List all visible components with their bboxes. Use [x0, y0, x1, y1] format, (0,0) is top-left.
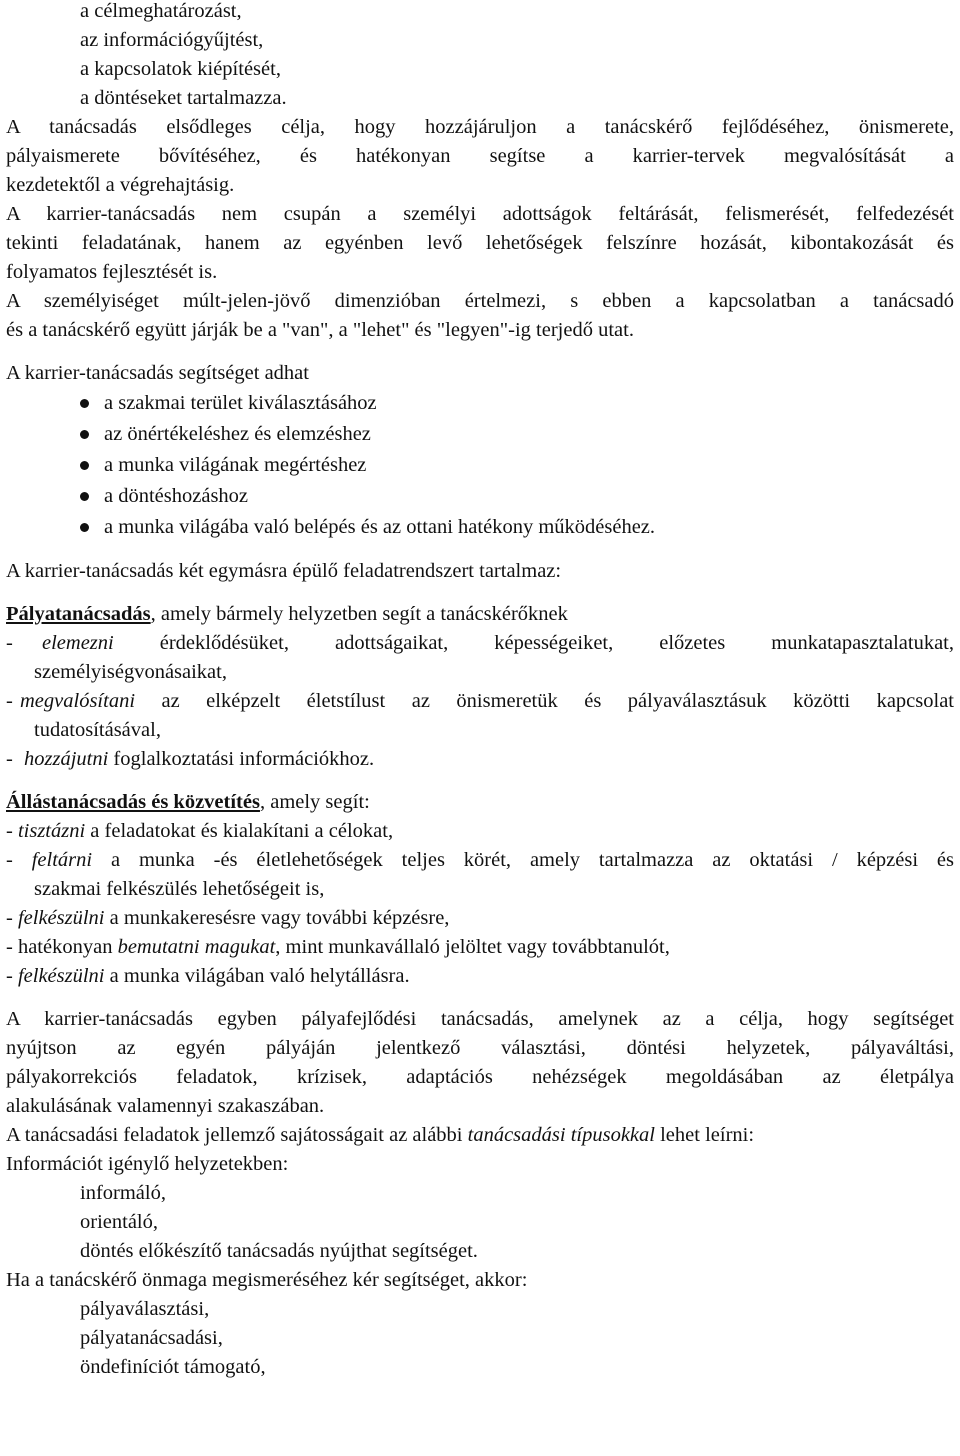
- text-line: tekinti feladatának, hanem az egyénben levő lehetőségek felszínre hozását, kibontakozását és: [6, 232, 954, 254]
- bullet-icon: [80, 399, 89, 408]
- bullet-icon: [80, 461, 89, 470]
- text-line: A tanácsadás elsődleges célja, hogy hozzájáruljon a tanácskérő fejlődéséhez, önismerete,: [6, 116, 954, 138]
- list-item: - felkészülni a munkakeresésre vagy további képzésre,: [6, 907, 450, 929]
- bullet-icon: [80, 523, 89, 532]
- list-item: a célmeghatározást,: [80, 0, 242, 22]
- text-line: pályakorrekciós feladatok, krízisek, adaptációs nehézségek megoldásában az életpálya: [6, 1066, 954, 1088]
- bullet-icon: [80, 430, 89, 439]
- paragraph-development: [6, 1005, 954, 1121]
- paragraph-personality: [6, 287, 954, 345]
- info-intro: Információt igénylő helyzetekben:: [6, 1153, 289, 1175]
- list-item: - megvalósítani az elképzelt életstílust az önismeretük és pályaválasztásuk közötti kapcsolat: [6, 690, 954, 712]
- bullet-item: az önértékeléshez és elemzéshez: [6, 419, 954, 450]
- text-line: pályaismerete bővítéséhez, és hatékonyan segítse a karrier-tervek megvalósítását a: [6, 145, 954, 167]
- list-item: - hatékonyan bemutatni magukat, mint munkavállaló jelöltet vagy továbbtanulót,: [6, 936, 670, 958]
- document-page: [6, 0, 954, 1382]
- bullet-item: a szakmai terület kiválasztásához: [6, 388, 954, 419]
- text-line: A személyiséget múlt-jelen-jövő dimenzióban értelmezi, s ebben a kapcsolatban a tanácsadó: [6, 290, 954, 312]
- section-allastanacsadas: Állástanácsadás és közvetítés, amely segít: - tisztázni a feladatokat és kialakítani a célokat, - feltárni a munka -és életlehetőségek teljes körét, amely tartalmazza az oktatási / képzési és szakmai felkészülés lehetőségeit is, - felkészülni a munkakeresésre vagy további képzésre, - hatékonyan bemutatni magukat, mint munkavállaló jelöltet vagy továbbtanulót, - felkészülni a munka világában való helytállásra.: [6, 788, 954, 991]
- paragraph-goal: [6, 113, 954, 200]
- list-item: pályaválasztási,: [80, 1298, 210, 1320]
- list-item-cont: szakmai felkészülés lehetőségeit is,: [34, 878, 325, 900]
- list-item: pályatanácsadási,: [80, 1327, 223, 1349]
- text-line: A karrier-tanácsadás egyben pályafejlődési tanácsadás, amelynek az a célja, hogy segítséget: [6, 1008, 954, 1030]
- bullet-icon: [80, 492, 89, 501]
- text-line: nyújtson az egyén pályáján jelentkező választási, döntési helyzetek, pályaváltási,: [6, 1037, 954, 1059]
- section-title: Pályatanácsadás: [6, 603, 151, 625]
- list-item: öndefiníciót támogató,: [80, 1356, 266, 1378]
- section-title: Állástanácsadás és közvetítés: [6, 791, 260, 813]
- list-item: orientáló,: [80, 1211, 158, 1233]
- self-intro: Ha a tanácskérő önmaga megismeréséhez kér segítséget, akkor:: [6, 1269, 528, 1291]
- help-intro: A karrier-tanácsadás segítséget adhat: [6, 362, 309, 384]
- two-systems-line: A karrier-tanácsadás két egymásra épülő feladatrendszert tartalmaz:: [6, 560, 562, 582]
- paragraph-career: [6, 200, 954, 287]
- list-item: döntés előkészítő tanácsadás nyújthat segítséget.: [80, 1240, 478, 1262]
- list-item: az információgyűjtést,: [80, 29, 264, 51]
- text-line: és a tanácskérő együtt járják be a "van", a "lehet" és "legyen"-ig terjedő utat.: [6, 319, 634, 341]
- paragraph-types: A tanácsadási feladatok jellemző sajátosságait az alábbi tanácsadási típusokkal lehet leírni:: [6, 1124, 755, 1146]
- top-list: [6, 0, 954, 113]
- help-list: [6, 388, 954, 543]
- list-item: - hozzájutni foglalkoztatási információkhoz.: [6, 748, 375, 770]
- text-line: kezdetektől a végrehajtásig.: [6, 174, 235, 196]
- section-palyatanacsadas: Pályatanácsadás, amely bármely helyzetben segít a tanácskérőknek - elemezni érdeklődésüket, adottságaikat, képességeiket, előzetes munkatapasztalatukat, személyiségvonásaikat, - megvalósítani az elképzelt életstílust az önismeretük és pályaválasztásuk közötti kapcsolat tudatosításával, - hozzájutni foglalkoztatási információkhoz.: [6, 600, 954, 774]
- bullet-item: a munka világába való belépés és az ottani hatékony működéséhez.: [6, 512, 954, 543]
- bullet-item: a munka világának megértéshez: [6, 450, 954, 481]
- list-item: a kapcsolatok kiépítését,: [80, 58, 281, 80]
- list-item: - elemezni érdeklődésüket, adottságaikat, képességeiket, előzetes munkatapasztalatukat,: [6, 632, 954, 654]
- text-line: folyamatos fejlesztését is.: [6, 261, 218, 283]
- list-item: - felkészülni a munka világában való helytállásra.: [6, 965, 410, 987]
- list-item: informáló,: [80, 1182, 166, 1204]
- bullet-item: a döntéshozáshoz: [6, 481, 954, 512]
- list-item: - tisztázni a feladatokat és kialakítani a célokat,: [6, 820, 394, 842]
- list-item: - feltárni a munka -és életlehetőségek teljes körét, amely tartalmazza az oktatási / képzési és: [6, 849, 954, 871]
- text-line: A karrier-tanácsadás nem csupán a személyi adottságok feltárását, felismerését, felfedezését: [6, 203, 954, 225]
- list-item-cont: tudatosításával,: [34, 719, 161, 741]
- text-line: alakulásának valamennyi szakaszában.: [6, 1095, 325, 1117]
- list-item-cont: személyiségvonásaikat,: [34, 661, 227, 683]
- list-item: a döntéseket tartalmazza.: [80, 87, 287, 109]
